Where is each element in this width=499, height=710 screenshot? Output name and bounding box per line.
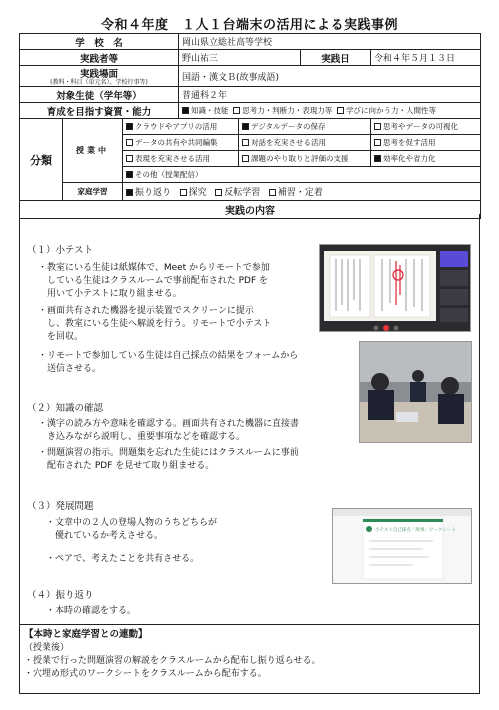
ability-checkbox-2[interactable] [337,107,344,114]
text-line: 配布された PDF を見せて取り組ませる。 [38,461,215,471]
mic-icon [374,326,379,331]
practice-date: 令和４年５月１３日 [371,50,481,66]
target-value: 普通科２年 [179,87,481,103]
in-class-checkbox-0-1[interactable] [242,123,249,130]
participant-tile [440,251,468,267]
participant-tile [440,289,468,305]
footer-sub: （授業後） [24,643,70,653]
laptop [396,412,418,422]
participant-tile [440,308,468,322]
in-class-checkbox-1-0[interactable] [126,139,133,146]
home-checkbox-0[interactable] [126,189,133,196]
school-name: 岡山県立総社高等学校 [179,34,481,50]
home-checkbox-3[interactable] [269,189,276,196]
footer-line-1: ・授業で行った問題演習の解説をクラスルームから配布し振り返らせる。 [24,656,321,666]
option-label: 探究 [188,188,207,198]
section-2-title: （２）知識の確認 [27,403,104,414]
in-class-option [123,119,239,135]
in-class-option [123,167,481,183]
section-2-bullet-2 [38,447,299,473]
student-head [371,373,389,391]
in-class-option [123,135,239,151]
in-class-checkbox-1-2[interactable] [374,139,381,146]
in-class-checkbox-2-1[interactable] [242,155,249,162]
in-class-option [371,135,481,151]
section-2-bullet-1 [38,418,299,444]
teacher-name: 野山祐三 [179,50,301,66]
option-label: 思考やデータの可視化 [383,122,458,131]
section-1-bullet-3 [38,350,298,376]
document-title: 令和４年度 １人１台端末の活用による実践事例 [100,18,398,33]
text-line: 送信させる。 [38,364,102,374]
footer-title: 【本時と家庭学習との連動】 [24,629,148,640]
in-class-checkbox-3-0[interactable] [126,171,133,178]
text-line: し、教室にいる生徒へ解説を行う。リモートで小テスト [38,319,272,329]
student-head [412,370,424,382]
option-label: その他（授業配信） [135,170,203,179]
option-label: 反転学習 [224,188,261,198]
in-class-option [371,119,481,135]
home-study-options [123,183,481,201]
section-4-title: （４）振り返り [27,590,94,601]
text-line: している生徒はクラスルームで事前配布された PDF を [38,276,268,286]
option-label: 振り返り [135,188,172,198]
student-body [410,382,426,402]
form-screenshot [332,508,472,584]
in-class-option [371,151,481,167]
classroom-photo [359,341,472,443]
text-line: ・リモートで参加している生徒は自己採点の結果をフォームから [38,351,299,361]
scene-label-cell [20,66,179,87]
category-label: 分類 [20,119,63,201]
option-label: 思考を促す活用 [383,138,436,147]
in-class-checkbox-2-2[interactable] [374,155,381,162]
home-study-label: 家庭学習 [63,183,123,201]
meet-screen-graphic [320,245,471,332]
form-graphic [333,509,472,584]
text-line: を回収。 [38,332,84,342]
form-accent [363,519,443,522]
text-line: ・漢字の読み方や意味を確認する。画面共有された機器に直接書 [38,419,300,429]
target-label: 対象生徒（学年等） [20,87,179,103]
home-checkbox-2[interactable] [215,189,222,196]
classroom-graphic [360,342,472,443]
ability-option-label: 学びに向かう力・人間性等 [346,106,437,115]
form-icon [366,526,372,532]
option-label: デジタルデータの保存 [251,122,326,131]
section-3-bullet-2: ・ペアで、考えたことを共有させる。 [46,554,200,564]
browser-bar [333,509,472,516]
in-class-option [239,119,371,135]
option-label: 補習・定着 [277,188,323,198]
meet-screenshot [319,244,471,332]
option-label: 表現を充実させる活用 [135,154,210,163]
home-checkbox-1[interactable] [180,189,187,196]
content-header: 実践の内容 [20,201,481,219]
in-class-checkbox-1-1[interactable] [242,139,249,146]
form-title: 小テスト自己採点「故事」ワークシート [375,528,456,533]
scene-label: 実践場面 [79,69,118,80]
text-line: き込みながら説明し、重要事項などを確認する。 [38,432,246,442]
in-class-option [123,151,239,167]
student-body [438,394,464,424]
scene-note: (教科・科目（単元名）、学校行事等) [50,79,148,86]
in-class-checkbox-0-0[interactable] [126,123,133,130]
date-label: 実践日 [301,50,371,66]
in-class-label: 授業中 [63,119,123,183]
text-line: 用いて小テストに取り組ませる。 [38,289,182,299]
ability-option-label: 思考力・判断力・表現力等 [242,106,333,115]
footer-line-2: ・穴埋め形式のワークシートをクラスルームから配布する。 [24,669,267,679]
in-class-option [239,135,371,151]
section-3-title: （３）発展問題 [27,501,94,512]
student-head [441,377,459,395]
ability-options [179,103,481,119]
section-1-title: （１）小テスト [27,245,94,256]
teacher-label: 実践者等 [20,50,179,66]
text-line: ・文章中の２人の登場人物のうちどちらが [46,518,218,528]
option-label: 課題のやり取りと評価の支援 [251,154,349,163]
end-call-icon [383,325,389,331]
school-label: 学 校 名 [20,34,179,50]
text-line: ・問題演習の指示。問題集を忘れた生徒にはクラスルームに事前 [38,448,299,458]
doc-page-right [374,255,430,317]
option-label: クラウドやアプリの活用 [135,122,218,131]
section-3-bullet-1 [46,517,217,543]
ability-checkbox-1[interactable] [233,107,240,114]
ability-checkbox-0[interactable] [182,107,189,114]
section-4-bullet-1: ・本時の確認をする。 [46,606,137,616]
option-label: データの共有や共同編集 [135,138,218,147]
text-line: ・画面共有された機器を提示装置でスクリーンに提示 [38,306,254,316]
in-class-option [239,151,371,167]
section-1-bullet-2 [38,305,271,344]
option-label: 効率化や省力化 [383,154,436,163]
camera-icon [394,326,399,331]
in-class-checkbox-2-0[interactable] [126,155,133,162]
footer-divider [19,624,480,625]
text-line: ・教室にいる生徒は紙媒体で、Meet からリモートで参加 [38,263,270,273]
in-class-checkbox-0-2[interactable] [374,123,381,130]
section-1-bullet-1 [38,262,270,301]
ability-option-label: 知識・技能 [191,106,229,115]
scene-value: 国語・漢文Ｂ(故事成語) [179,66,481,87]
participant-tile [440,270,468,286]
text-line: 優れているか考えさせる。 [46,531,164,541]
option-label: 対話を充実させる活用 [251,138,326,147]
ability-label: 育成を目指す資質・能力 [20,103,179,119]
info-table [19,33,481,219]
student-body [368,390,394,420]
